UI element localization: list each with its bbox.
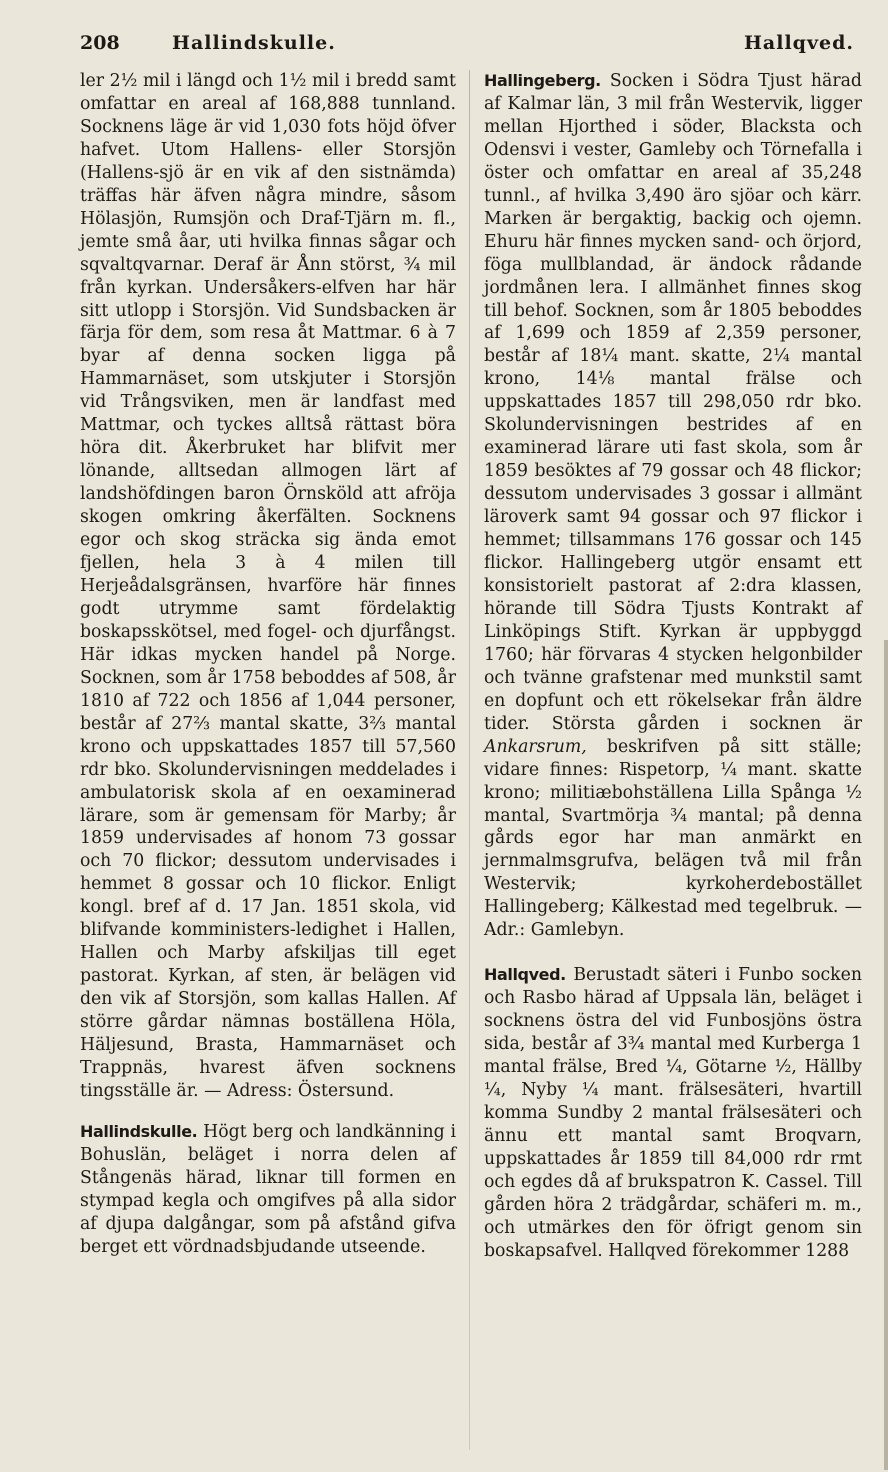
page-header (80, 32, 864, 62)
left-running-head: Hallindskulle. (172, 32, 336, 54)
hallen-continuation-paragraph: ler 2½ mil i längd och 1½ mil i bredd samt omfattar en areal af 168,888 tunnland. Socknens läge är vid 1,030 fots höjd öfver hafvet. Utom Hallens- eller Storsjön (Hallens-sjö är en vik af den sistnämda) träffas här äfven några mindre, såsom Hölasjön, Rumsjön och Draf-Tjärn m. fl., jemte små åar, uti hvilka finnas sågar och sqvaltqvarnar. Deraf är Ånn störst, ¾ mil från kyrkan. Undersåkers-elfven har här sitt utlopp i Storsjön. Vid Sundsbacken är färja för dem, som resa åt Mattmar. 6 à 7 byar af denna socken ligga på Hammarnäset, som utskjuter i Storsjön vid Trångsviken, men är landfast med Mattmar, och tyckes alltså rättast böra höra dit. Åkerbruket har blifvit mer lönande, alltsedan allmogen lärt af landshöfdingen baron Örnsköld att afröja skogen omkring åkerfälten. Socknens egor och skog sträcka sig ända emot fjellen, hela 3 à 4 milen till Herjeådalsgränsen, hvarföre här finnes godt utrymme samt fördelaktig boskapsskötsel, med fogel- och djurfångst. Här idkas mycken handel på Norge. Socknen, som år 1758 beboddes af 508, år 1810 af 722 och 1856 af 1,044 personer, består af 27⅔ mantal skatte, 3⅔ mantal krono och uppskattades 1857 till 57,560 rdr bko. Skolundervisningen meddelades i ambulatorisk skola af en oexaminerad lärare, som är gemensam för Marby; år 1859 undervisades af honom 73 gossar och 70 flickor; dessutom undervisades i hemmet 8 gossar och 10 flickor. Enligt kongl. bref af d. 17 Jan. 1851 skola, vid blifvande komministers-ledighet i Hallen, Hallen och Marby afskiljas till eget pastorat. Kyrkan, af sten, är belägen vid den vik af Storsjön, som kallas Hallen. Af större gårdar nämnas boställena Höla, Häljesund, Brasta, Hammarnäset och Trappnäs, hvarest äfven socknens tingsställe är. — Adress: Östersund. (80, 71, 456, 1101)
right-column (484, 70, 862, 1263)
page-edge-shadow (884, 640, 888, 1470)
right-running-head: Hallqved. (743, 32, 854, 54)
entry-hallindskulle (80, 1121, 456, 1259)
entry-headword: Hallqved. (484, 965, 566, 985)
entry-text: Berustadt säteri i Funbo socken och Rasbo härad af Uppsala län, beläget i socknens östra del vid Funbosjöns östra sida, består af 3¾ mantal med Kurberga 1 mantal frälse, Bred ¼, Götarne ½, Hällby ¼, Nyby ¼ mant. frälsesäteri, hvartill komma Sundby 2 mantal frälsesäteri och ännu ett mantal samt Broqvarn, uppskattades år 1859 till 84,000 rdr rmt och egdes då af brukspatron K. Cassel. Till gården höra 2 trädgårdar, schäferi m. m., och utmärkes den för öfrigt genom sin boskapsafvel. Hallqved förekommer 1288 (484, 965, 862, 1261)
entry-text: Socken i Södra Tjust härad af Kalmar län, 3 mil från Westervik, ligger mellan Hjorthed i söder, Blacksta och Odensvi i vester, Gamleby och Törnefalla i öster och omfattar en areal af 35,248 tunnl., af hvilka 3,490 äro sjöar och kärr. Marken är bergaktig, backig och ojemn. Ehuru här finnes mycken sand- och örjord, föga mullblandad, är ändock rådande jordmånen lera. I allmänhet finnes skog till behof. Socknen, som år 1805 beboddes af 1,699 och 1859 af 2,359 personer, består af 18¼ mant. skatte, 2¼ mantal krono, 14⅛ mantal frälse och uppskattades 1857 till 298,050 rdr bko. Skolundervisningen bestrides af en examinerad lärare uti fast skola, som år 1859 besöktes af 79 gossar och 48 flickor; dessutom undervisades 3 gossar i allmänt läroverk samt 94 gossar och 97 flickor i hemmet; tillsammans 176 gossar och 145 flickor. Hallingeberg utgör ensamt ett konsistorielt pastorat af 2:dra klassen, hörande till Södra Tjusts Kontrakt af Linköpings Stift. Kyrkan är uppbyggd 1760; här förvaras 4 stycken helgonbilder och tvänne grafstenar med munkstil samt en dopfunt och ett rökelsekar från äldre tider. Största gården i socknen är (484, 71, 862, 734)
left-column (80, 70, 456, 1259)
entry-italic-reference: Ankarsrum, (484, 736, 587, 757)
entry-text: Högt berg och landkänning i Bohuslän, beläget i norra delen af Stångenäs härad, liknar till formen en stympad kegla och omgifves på alla sidor af djupa dalgångar, som på afstånd gifva berget ett vördnadsbjudande utseende. (80, 1121, 456, 1257)
entry-headword: Hallingeberg. (484, 71, 601, 90)
column-divider (469, 70, 470, 1450)
entry-hallingeberg (484, 70, 862, 942)
page-number: 208 (80, 32, 120, 54)
entry-text: beskrifven på sitt ställe; vidare finnes: Rispetorp, ¼ mant. skatte krono; militiæbohställena Lilla Spånga ½ mantal, Svartmörja ¾ mantal; på denna gårds egor har man anmärkt en jernmalmsgrufva, belägen två mil från Westervik; kyrkoherdebostället Hallingeberg; Kälkestad med tegelbruk. — Adr.: Gamlebyn. (484, 736, 862, 941)
entry-headword: Hallindskulle. (80, 1121, 198, 1141)
entry-hallqved (484, 964, 862, 1262)
